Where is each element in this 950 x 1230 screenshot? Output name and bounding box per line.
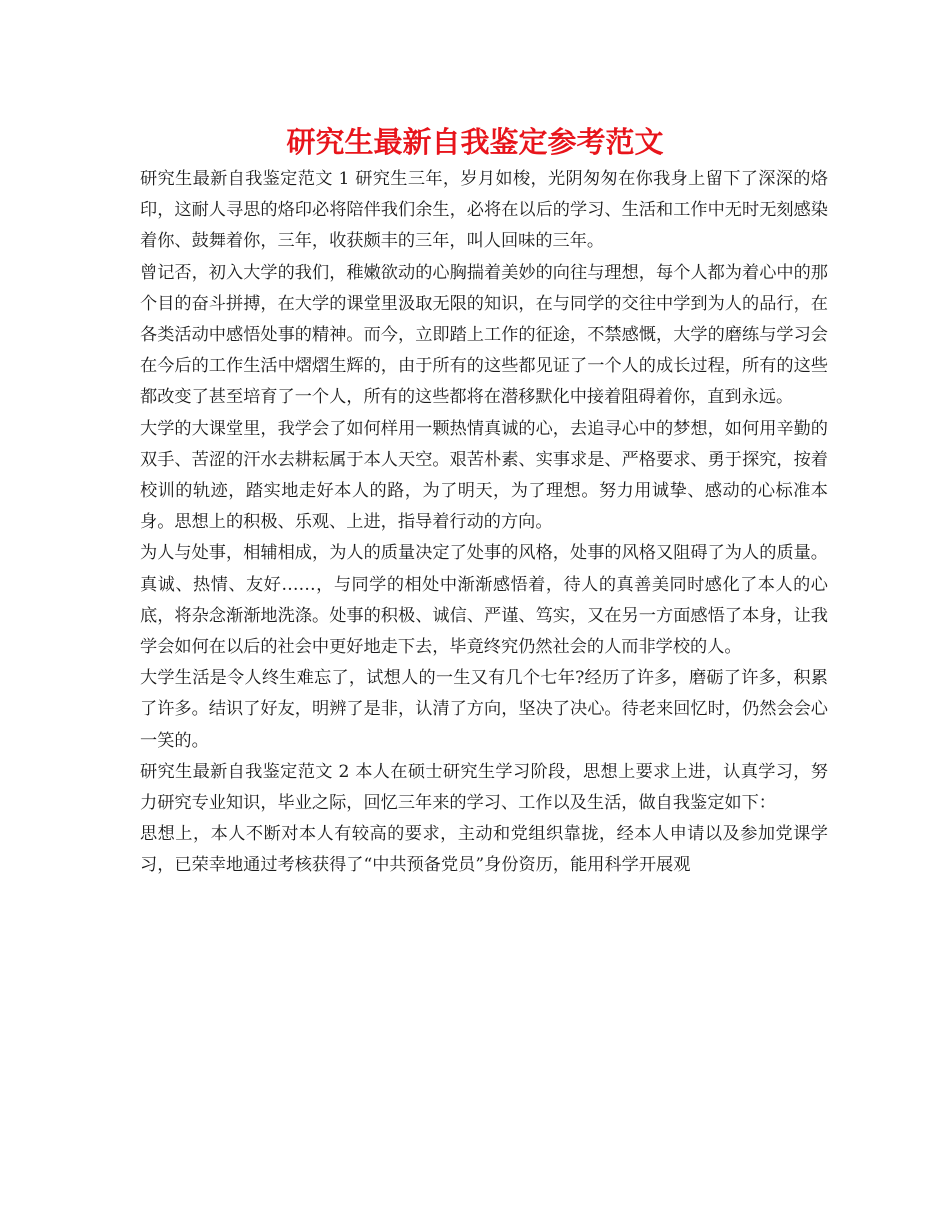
paragraph-1: 研究生最新自我鉴定范文 1 研究生三年，岁月如梭，光阴匆匆在你我身上留下了深深的烙印，这耐人寻思的烙印必将陪伴我们余生，必将在以后的学习、生活和工作中无时无刻感染着你、鼓舞着你，三年，收获颇丰的三年，叫人回味的三年。 — [140, 169, 828, 252]
paragraph-7: 思想上，本人不断对本人有较高的要求，主动和党组织靠拢，经本人申请以及参加党课学习，已荣幸地通过考核获得了“中共预备党员”身份资历，能用科学开展观 — [140, 824, 828, 876]
paragraph-3: 大学的大课堂里，我学会了如何样用一颗热情真诚的心，去追寻心中的梦想，如何用辛勤的双手、苦涩的汗水去耕耘属于本人天空。艰苦朴素、实事求是、严格要求、勇于探究，按着校训的轨迹，踏实地走好本人的路，为了明天，为了理想。努力用诚挚、感动的心标准本身。思想上的积极、乐观、上进，指导着行动的方向。 — [140, 418, 828, 533]
paragraph-4: 为人与处事，相辅相成，为人的质量决定了处事的风格，处事的风格又阻碍了为人的质量。真诚、热情、友好……，与同学的相处中渐渐感悟着，待人的真善美同时感化了本人的心底，将杂念渐渐地洗涤。处事的积极、诚信、严谨、笃实，又在另一方面感悟了本身，让我学会如何在以后的社会中更好地走下去，毕竟终究仍然社会的人而非学校的人。 — [140, 543, 828, 658]
paragraph-2: 曾记否，初入大学的我们，稚嫩欲动的心胸揣着美妙的向往与理想，每个人都为着心中的那个目的奋斗拼搏，在大学的课堂里汲取无限的知识，在与同学的交往中学到为人的品行，在各类活动中感悟处事的精神。而今，立即踏上工作的征途，不禁感慨，大学的磨练与学习会在今后的工作生活中熠熠生辉的，由于所有的这些都见证了一个人的成长过程，所有的这些都改变了甚至培育了一个人，所有的这些都将在潜移默化中接着阻碍着你，直到永远。 — [140, 262, 828, 408]
paragraph-5: 大学生活是令人终生难忘了，试想人的一生又有几个七年?经历了许多，磨砺了许多，积累了许多。结识了好友，明辨了是非，认清了方向，坚决了决心。待老来回忆时，仍然会会心一笑的。 — [140, 668, 828, 751]
document-body — [140, 164, 828, 882]
document-title: 研究生最新自我鉴定参考范文 — [286, 125, 664, 159]
paragraph-6: 研究生最新自我鉴定范文 2 本人在硕士研究生学习阶段，思想上要求上进，认真学习，努力研究专业知识，毕业之际，回忆三年来的学习、工作以及生活，做自我鉴定如下： — [140, 761, 828, 814]
